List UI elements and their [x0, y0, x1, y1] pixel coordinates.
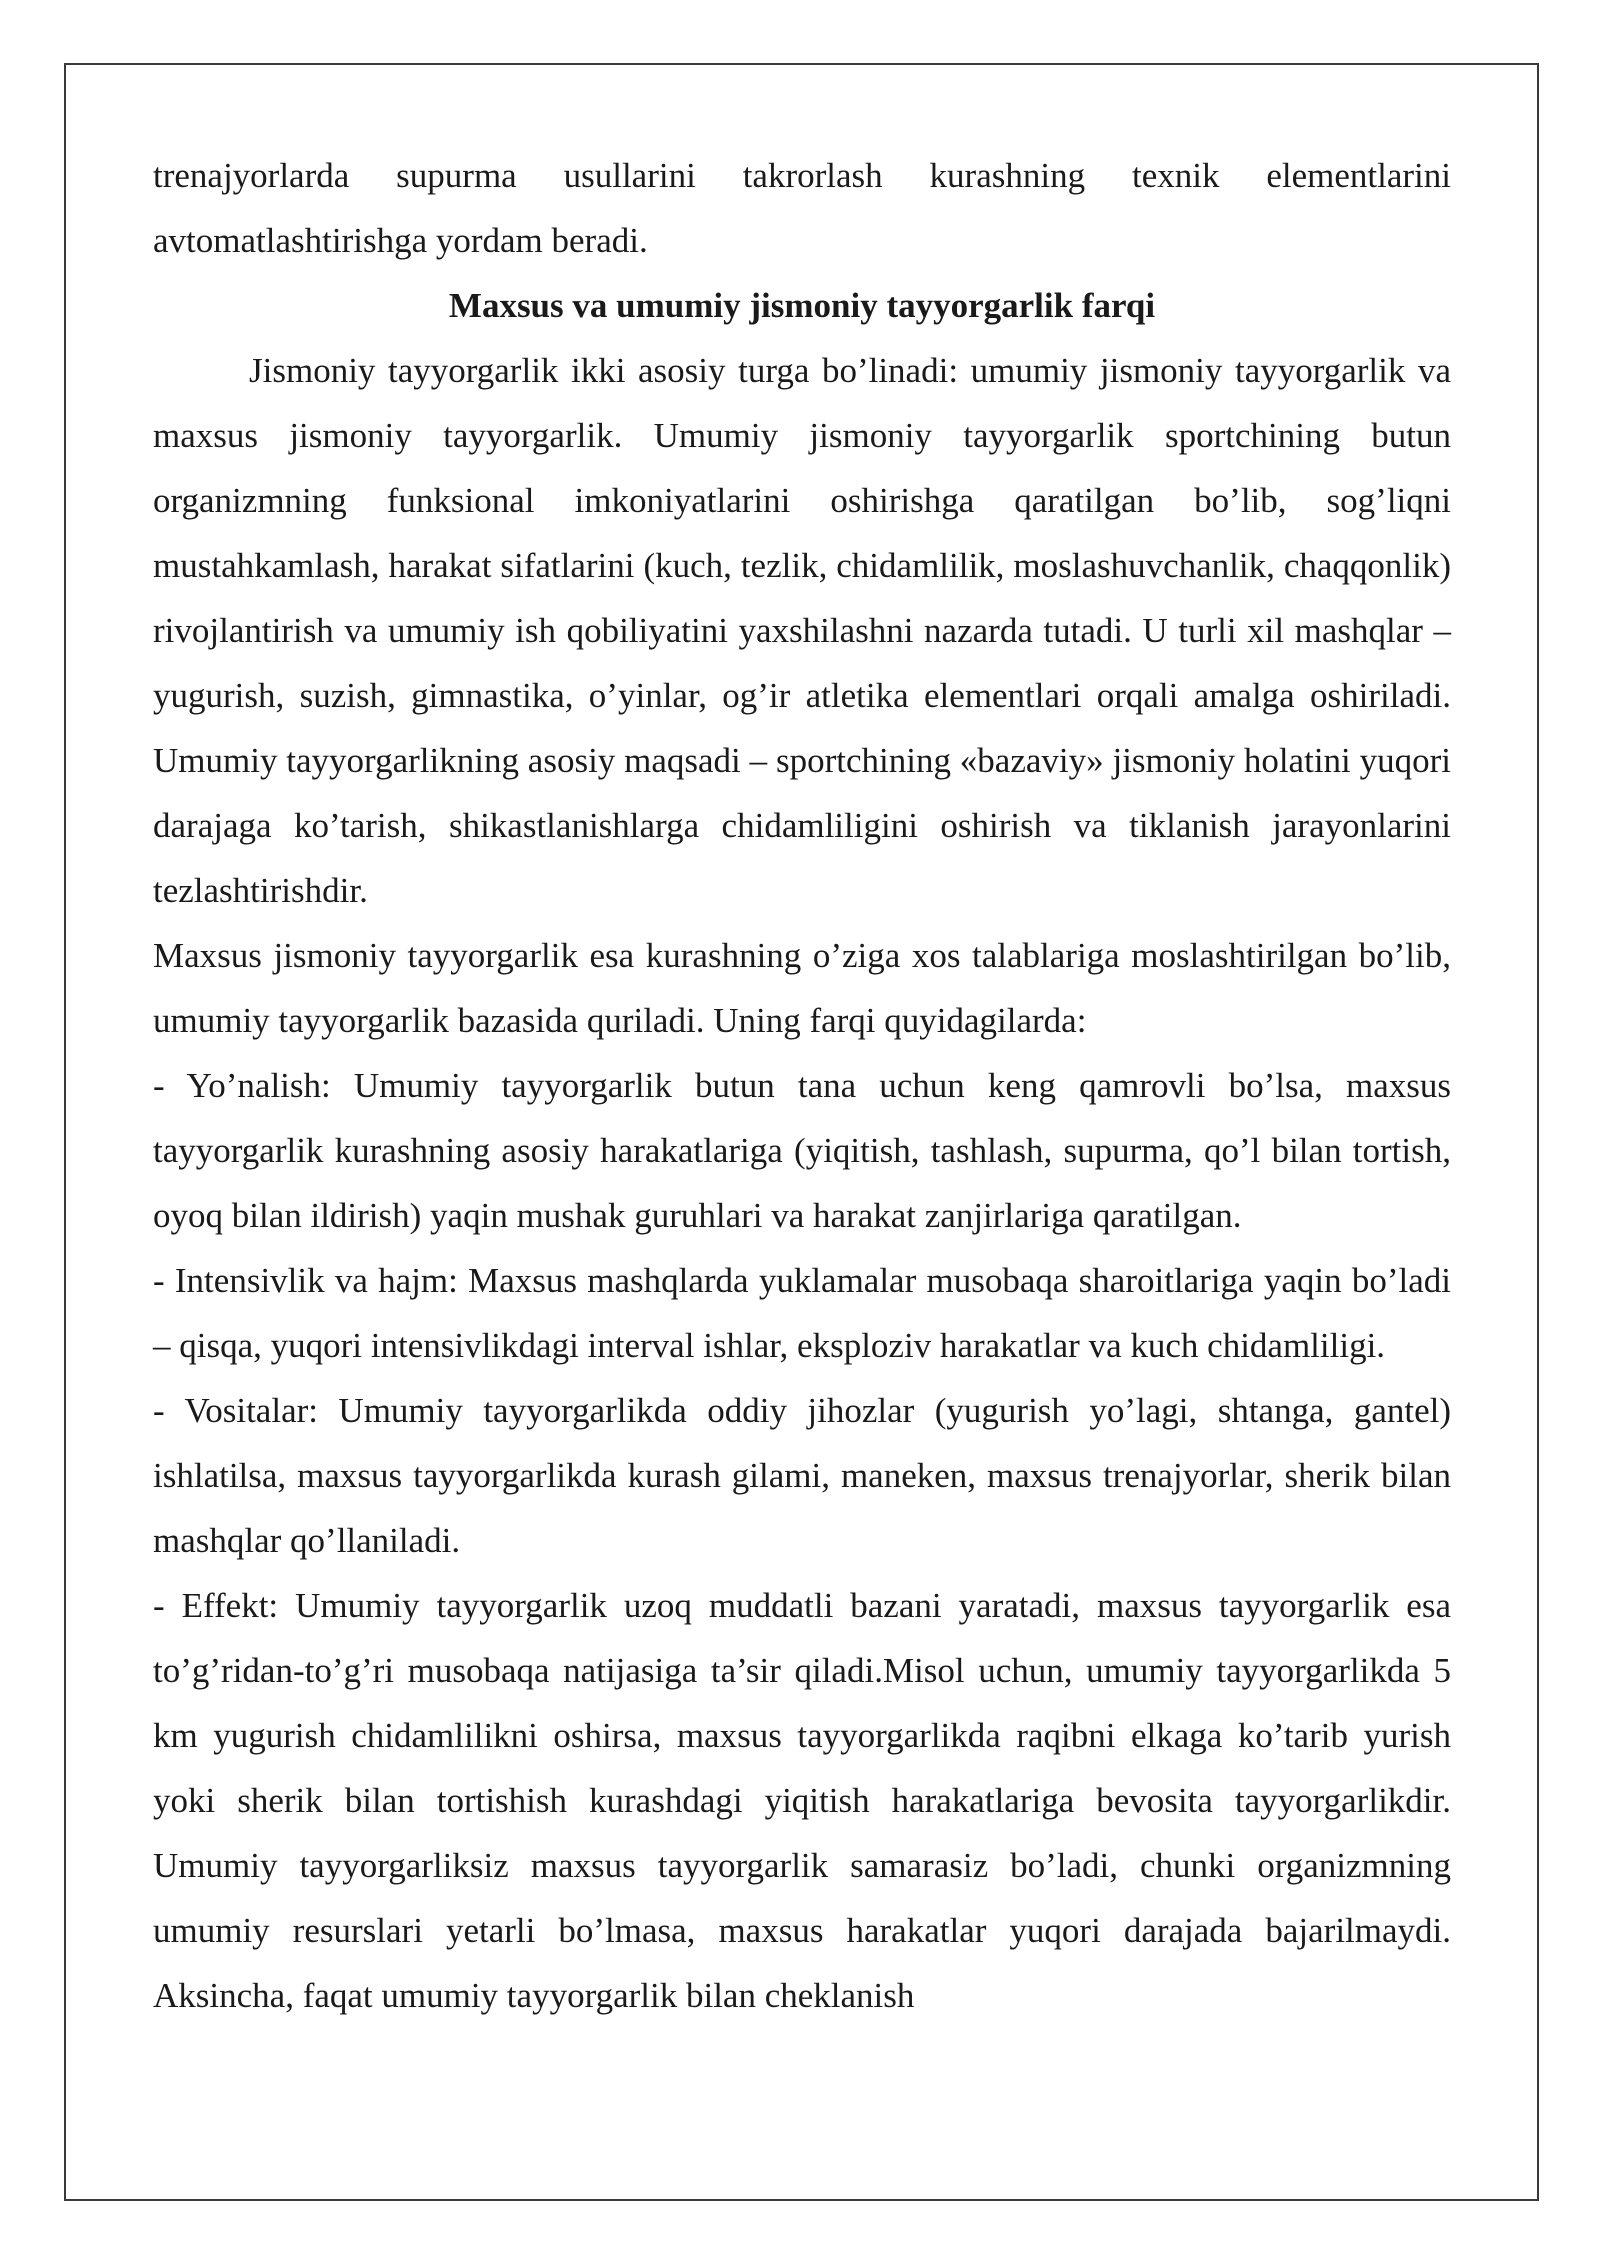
paragraph-special-training: Maxsus jismoniy tayyorgarlik esa kurashning o’ziga xos talablariga moslashtirilgan bo’lib, umumiy tayyorgarlik bazasida quriladi. Uning farqi quyidagilarda: [153, 936, 1451, 1040]
list-item-intensity: - Intensivlik va hajm: Maxsus mashqlarda yuklamalar musobaqa sharoitlariga yaqin bo’ladi – qisqa, yuqori intensivlikdagi interval ishlar, eksploziv harakatlar va kuch chidamliligi. [153, 1261, 1451, 1365]
list-item-direction: - Yo’nalish: Umumiy tayyorgarlik butun tana uchun keng qamrovli bo’lsa, maxsus tayyorgarlik kurashning asosiy harakatlariga (yiqitish, tashlash, supurma, qo’l bilan tortish, oyoq bilan ildirish) yaqin mushak guruhlari va harakat zanjirlariga qaratilgan. [153, 1066, 1451, 1235]
section-heading: Maxsus va umumiy jismoniy tayyorgarlik farqi [448, 286, 1156, 325]
paragraph-general-training: Jismoniy tayyorgarlik ikki asosiy turga bo’linadi: umumiy jismoniy tayyorgarlik va maxsus jismoniy tayyorgarlik. Umumiy jismoniy tayyorgarlik sportchining butun organizmning funksional imkoniyatlarini oshirishga qaratilgan bo’lib, sog’liqni mustahkamlash, harakat sifatlarini (kuch, tezlik, chidamlilik, moslashuvchanlik, chaqqonlik) rivojlantirish va umumiy ish qobiliyatini yaxshilashni nazarda tutadi. U turli xil mashqlar – yugurish, suzish, gimnastika, o’yinlar, og’ir atletika elementlari orqali amalga oshiriladi. Umumiy tayyorgarlikning asosiy maqsadi – sportchining «bazaviy» jismoniy holatini yuqori darajaga ko’tarish, shikastlanishlarga chidamliligini oshirish va tiklanish jarayonlarini tezlashtirishdir. [153, 351, 1451, 910]
document-body [153, 143, 1451, 2028]
list-item-effect: - Effekt: Umumiy tayyorgarlik uzoq muddatli bazani yaratadi, maxsus tayyorgarlik esa to’g’ridan-to’g’ri musobaqa natijasiga ta’sir qiladi.Misol uchun, umumiy tayyorgarlikda 5 km yugurish chidamlilikni oshirsa, maxsus tayyorgarlikda raqibni elkaga ko’tarib yurish yoki sherik bilan tortishish kurashdagi yiqitish harakatlariga bevosita tayyorgarlikdir. Umumiy tayyorgarliksiz maxsus tayyorgarlik samarasiz bo’ladi, chunki organizmning umumiy resurslari yetarli bo’lmasa, maxsus harakatlar yuqori darajada bajarilmaydi. Aksincha, faqat umumiy tayyorgarlik bilan cheklanish [153, 1586, 1451, 2015]
paragraph-continuation: trenajyorlarda supurma usullarini takrorlash kurashning texnik elementlarini avtomatlashtirishga yordam beradi. [153, 156, 1451, 260]
list-item-means: - Vositalar: Umumiy tayyorgarlikda oddiy jihozlar (yugurish yo’lagi, shtanga, gantel) ishlatilsa, maxsus tayyorgarlikda kurash gilami, maneken, maxsus trenajyorlar, sherik bilan mashqlar qo’llaniladi. [153, 1391, 1451, 1560]
